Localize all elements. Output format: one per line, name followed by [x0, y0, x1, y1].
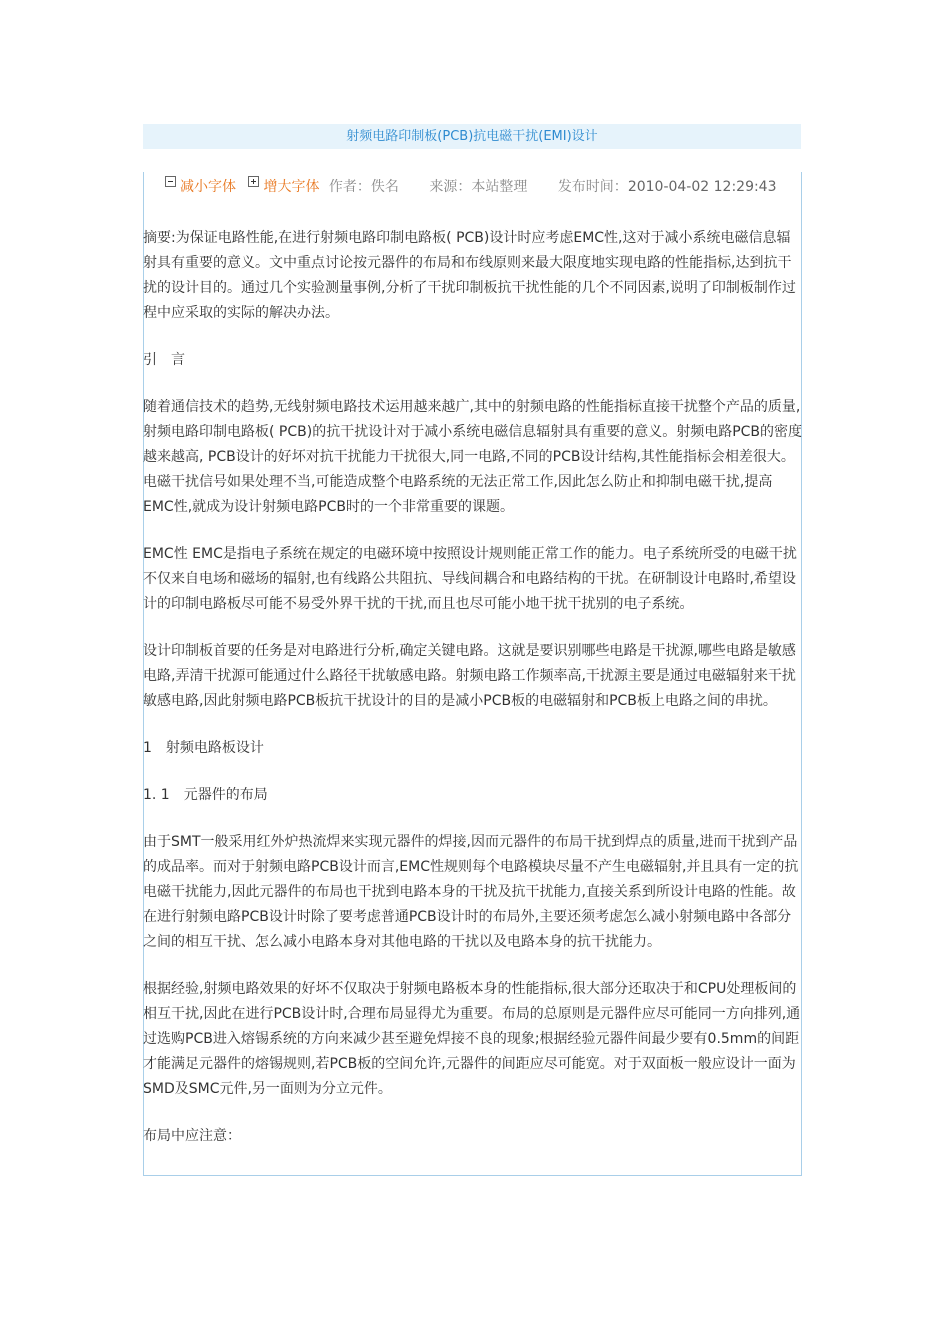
decrease-font-label: 减小字体: [180, 179, 236, 195]
body-paragraph: 随着通信技术的趋势,无线射频电路技术运用越来越广,其中的射频电路的性能指标直接干扰整个产品的质量,射频电路印制电路板( PCB)的抗干扰设计对于减小系统电磁信息辐射具有重要的意义。射频电路PCB的密度越来越高, PCB设计的好坏对抗干扰能力干扰很大,同一电路,不同的PCB设计结构,其性能指标会相差很大。电磁干扰信号如果处理不当,可能造成整个电路系统的无法正常工作,因此怎么防止和抑制电磁干扰,提高EMC性,就成为设计射频电路PCB时的一个非常重要的课题。: [143, 399, 803, 515]
publish-date: 2010-04-02 12:29:43: [627, 179, 777, 195]
section-heading-1: 1 射频电路板设计: [143, 740, 264, 756]
source-value: 本站整理: [471, 179, 528, 195]
plus-box-icon: [248, 176, 259, 187]
body-paragraph: 设计印制板首要的任务是对电路进行分析,确定关键电路。这就是要识别哪些电路是干扰源,哪些电路是敏感电路,弄清干扰源可能通过什么路径干扰敏感电路。射频电路工作频率高,干扰源主要是通过电磁辐射来干扰敏感电路,因此射频电路PCB板抗干扰设计的目的是减小PCB板的电磁辐射和PCB板上电路之间的串扰。: [143, 643, 796, 709]
decrease-font-button[interactable]: [165, 176, 236, 198]
author-label: 作者：: [328, 179, 371, 195]
body-paragraph: EMC性 EMC是指电子系统在规定的电磁环境中按照设计规则能正常工作的能力。电子系统所受的电磁干扰不仅来自电场和磁场的辐射,也有线路公共阻抗、导线间耦合和电路结构的干扰。在研制设计电路时,希望设计的印制电路板尽可能不易受外界干扰的干扰,而且也尽可能小地干扰干扰别的电子系统。: [143, 546, 797, 612]
abstract-paragraph: 摘要:为保证电路性能,在进行射频电路印制电路板( PCB)设计时应考虑EMC性,这对于减小系统电磁信息辐射具有重要的意义。文中重点讨论按元器件的布局和布线原则来最大限度地实现电路的性能指标,达到抗干扰的设计目的。通过几个实验测量事例,分析了干扰印制板抗干扰性能的几个不同因素,说明了印制板制作过程中应采取的实际的解决办法。: [143, 230, 796, 321]
increase-font-label: 增大字体: [263, 179, 320, 195]
article-title: 射频电路印制板(PCB)抗电磁干扰(EMI)设计: [143, 124, 801, 149]
minus-box-icon: [165, 176, 176, 187]
date-label: 发布时间：: [557, 179, 628, 195]
source-label: 来源：: [429, 179, 472, 195]
section-heading-intro: 引 言: [143, 352, 185, 368]
author-value: 佚名: [370, 179, 399, 195]
section-heading-1-1: 1. 1 元器件的布局: [143, 787, 268, 803]
body-paragraph: 根据经验,射频电路效果的好坏不仅取决于射频电路板本身的性能指标,很大部分还取决于和CPU处理板间的相互干扰,因此在进行PCB设计时,合理布局显得尤为重要。布局的总原则是元器件应尽可能同一方向排列,通过选购PCB进入熔锡系统的方向来减少甚至避免焊接不良的现象;根据经验元器件间最少要有0.5mm的间距才能满足元器件的熔锡规则,若PCB板的空间允许,元器件的间距应尽可能宽。对于双面板一般应设计一面为SMD及SMC元件,另一面则为分立元件。: [143, 981, 801, 1097]
body-paragraph: 布局中应注意：: [143, 1128, 241, 1144]
increase-font-button[interactable]: [248, 176, 319, 198]
article-body: [143, 226, 803, 1171]
body-paragraph: 由于SMT一般采用红外炉热流焊来实现元器件的焊接,因而元器件的布局干扰到焊点的质量,进而干扰到产品的成品率。而对于射频电路PCB设计而言,EMC性规则每个电路模块尽量不产生电磁辐射,并且具有一定的抗电磁干扰能力,因此元器件的布局也干扰到电路本身的干扰及抗干扰能力,直接关系到所设计电路的性能。故在进行射频电路PCB设计时除了要考虑普通PCB设计时的布局外,主要还须考虑怎么减小射频电路中各部分之间的相互干扰、怎么减小电路本身对其他电路的干扰以及电路本身的抗干扰能力。: [143, 834, 799, 950]
article-meta: [165, 176, 777, 198]
